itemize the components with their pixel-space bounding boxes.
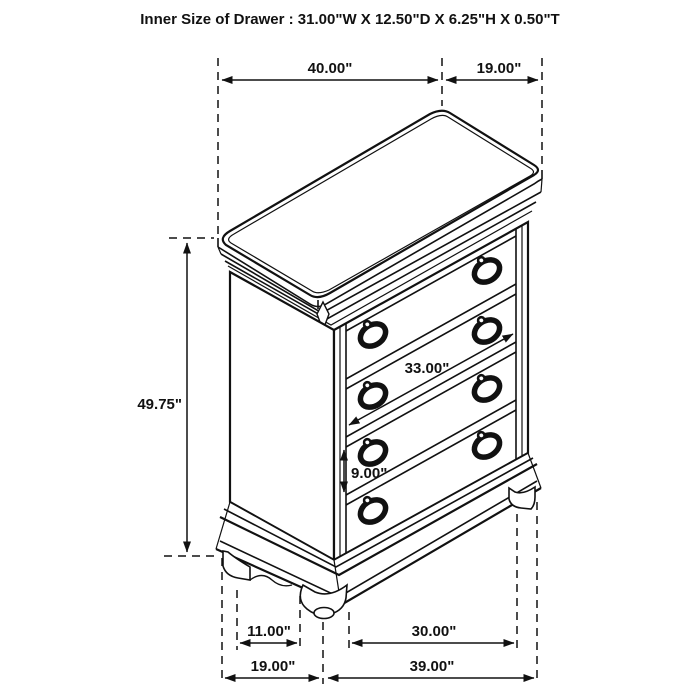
dim-base-width <box>328 658 534 678</box>
dim-overall-height <box>137 243 187 552</box>
front-foot-bun <box>314 608 334 619</box>
dim-top-depth <box>446 60 538 80</box>
dim-base-width-label: 39.00" <box>409 658 455 675</box>
dim-front-feet-span-label: 30.00" <box>411 623 457 640</box>
dim-base-depth <box>225 658 319 678</box>
dim-side-feet-span <box>240 623 297 643</box>
dim-drawer-width-label: 33.00" <box>404 360 450 377</box>
dim-top-width <box>222 60 438 80</box>
chest-illustration <box>216 111 542 619</box>
page-title: Inner Size of Drawer : 31.00"W X 12.50"D X 6.25"H X 0.50"T <box>140 11 560 28</box>
dim-front-feet-span <box>352 623 514 643</box>
dim-overall-height-label: 49.75" <box>137 396 182 413</box>
dim-top-width-label: 40.00" <box>307 60 353 77</box>
dim-drawer-height-label: 9.00" <box>351 465 388 482</box>
dim-side-feet-span-label: 11.00" <box>247 623 291 640</box>
dim-top-depth-label: 19.00" <box>476 60 522 77</box>
dim-base-depth-label: 19.00" <box>250 658 296 675</box>
